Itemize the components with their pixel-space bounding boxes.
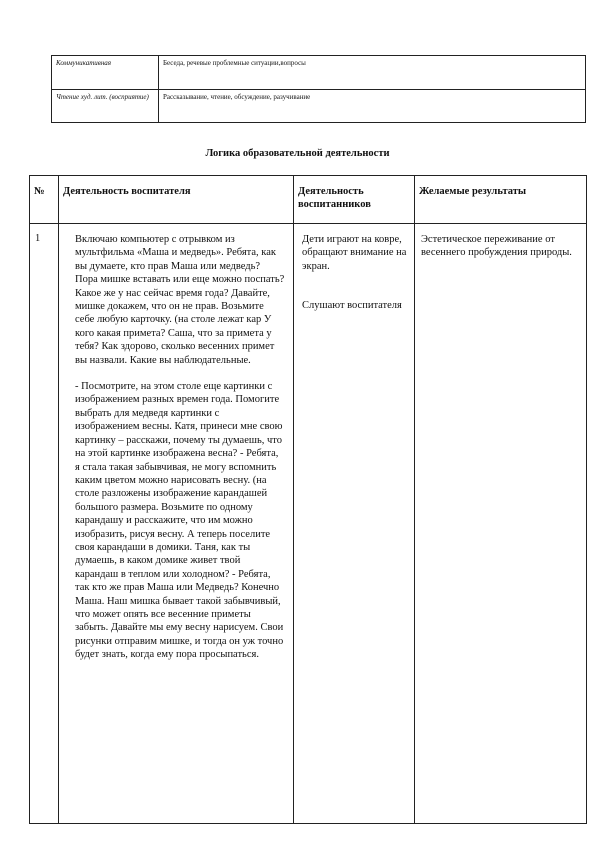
- section-title: Логика образовательной деятельности: [205, 148, 390, 159]
- activity-forms-cell: Рассказывание, чтение, обсуждение, разучивание: [159, 90, 586, 123]
- row-number: 1: [30, 224, 59, 824]
- expected-results-cell: Эстетическое переживание от весеннего пробуждения природы.: [415, 224, 587, 824]
- header-number: №: [30, 176, 59, 224]
- teacher-paragraph: Включаю компьютер с отрывком из мультфильма «Маша и медведь». Ребята, как вы думаете, кто прав Маша или медведь? Пора мишке вставать или еще можно поспать? Какое же у нас сейчас время года? Давайте, мишке докажем, что он не прав. Возьмите себе любую карточку. (на столе лежат кар У кого какая примета? Саша, что за примета у тебя? Как здорово, сколько весенних примет вы назвали. Какие вы наблюдательные.: [75, 234, 285, 366]
- children-activity-cell: [294, 224, 415, 824]
- lesson-logic-table: [29, 175, 587, 824]
- activity-forms-cell: Беседа, речевые проблемные ситуации,вопросы: [159, 56, 586, 90]
- table-row: [30, 224, 587, 824]
- header-children-activity: Деятельность воспитанников: [294, 176, 415, 224]
- table-row: [52, 90, 586, 123]
- table-header-row: [30, 176, 587, 224]
- header-expected-results: Желаемые результаты: [415, 176, 587, 224]
- children-activity-line: Слушают воспитателя: [302, 300, 402, 312]
- teacher-activity-cell: [59, 224, 294, 824]
- activity-types-table: [51, 55, 586, 123]
- table-row: [52, 56, 586, 90]
- header-teacher-activity: Деятельность воспитателя: [59, 176, 294, 224]
- teacher-paragraph: - Посмотрите, на этом столе еще картинки с изображением разных времен года. Помогите выбрать для медведя картинки с изображением весны. Катя, принеси мне свою картинку – расскажи, почему ты думаешь, что на этой картинке изображена весна? - Ребята, я стала такая забывчивая, не могу вспомнить каким цветом можно нарисовать весну. (на столе разложены изображение карандашей большого размера. Возьмите по одному карандашу и расскажите, что им можно изобразить, рисуя весну. А теперь поселите своя карандаши в домики. Таня, как ты думаешь, в каком домике живет твой карандаш в теплом или холодном? - Ребята, так кто же прав Маша или Медведь? Конечно Маша. Наш мишка бывает такой забывчивый, что может опять все весенние приметы забыть. Давайте мы ему весну нарисуем. Свои рисунки отправим мишке, и тогда он уж точно будет знать, когда ему пора просыпаться.: [75, 381, 284, 661]
- children-activity-line: Дети играют на ковре, обращают внимание на экран.: [302, 234, 407, 272]
- activity-type-cell: Чтение худ. лит. (восприятие): [52, 90, 159, 123]
- activity-type-cell: Коммуникативная: [52, 56, 159, 90]
